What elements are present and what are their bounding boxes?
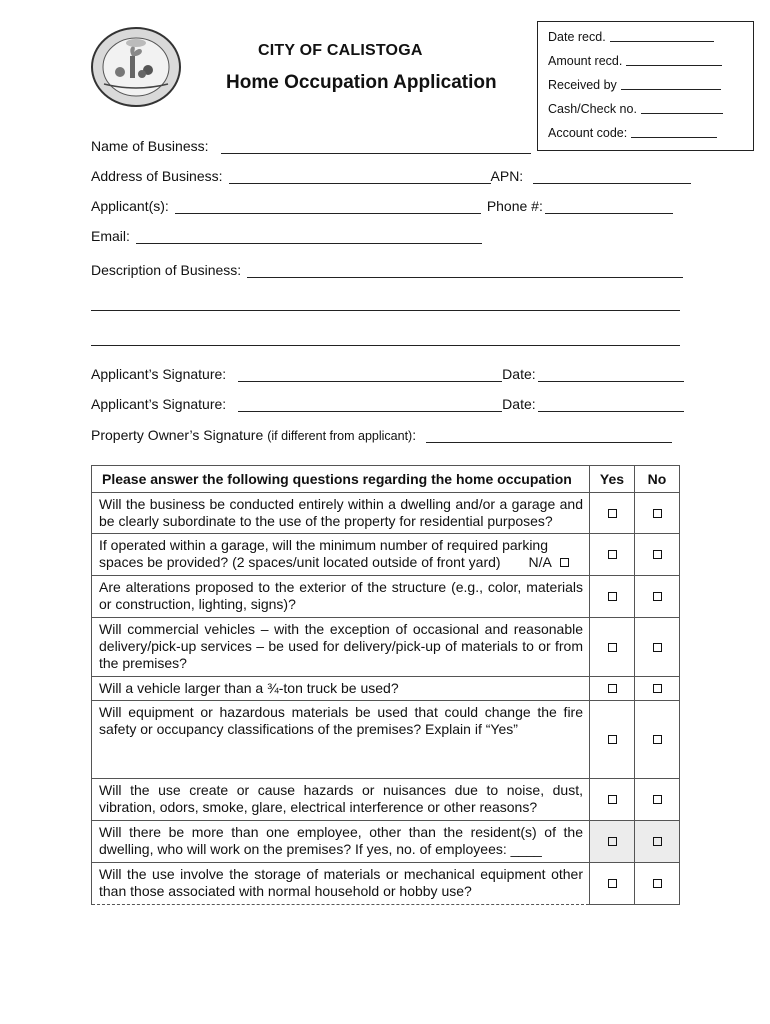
office-received-by: Received by [548,78,721,92]
office-cash-check: Cash/Check no. [548,102,723,116]
form-title: Home Occupation Application [226,72,497,93]
office-account-code: Account code: [548,126,717,140]
yes-checkbox[interactable] [608,592,617,601]
yes-checkbox[interactable] [608,550,617,559]
yes-header: Yes [590,466,635,493]
yes-checkbox[interactable] [608,509,617,518]
questions-header: Please answer the following questions regarding the home occupation [92,466,590,493]
yes-checkbox-cell [590,821,635,863]
description-input-line-3[interactable] [91,345,680,346]
business-name-field: Name of Business: [91,138,531,154]
city-seal [90,26,182,108]
applicant-signature-2-date[interactable] [538,397,684,412]
business-name-input[interactable] [221,139,531,154]
business-address-input[interactable] [229,169,491,184]
na-checkbox[interactable] [560,558,569,567]
applicant-signature-1-field: Applicant’s Signature: Date: [91,366,684,382]
no-header: No [635,466,680,493]
no-checkbox-cell [635,779,680,821]
office-date-received: Date recd. [548,30,714,44]
no-checkbox[interactable] [653,837,662,846]
applicant-signature-2-input[interactable] [238,397,502,412]
yes-checkbox[interactable] [608,879,617,888]
no-checkbox-cell [635,863,680,905]
no-checkbox[interactable] [653,592,662,601]
description-field: Description of Business: [91,262,683,278]
no-checkbox-cell [635,618,680,677]
questions-table [91,465,680,905]
question-row [92,821,680,863]
office-date-received-line[interactable] [610,41,714,42]
question-text: Will the use create or cause hazards or nuisances due to noise, dust, vibration, odors, smoke, glare, electrical interference or other reasons? [92,779,590,821]
description-input-line-1[interactable] [247,263,683,278]
no-checkbox[interactable] [653,795,662,804]
office-account-code-line[interactable] [631,137,717,138]
question-row [92,779,680,821]
yes-checkbox[interactable] [608,735,617,744]
question-text: If operated within a garage, will the minimum number of required parking spaces be provided? (2 spaces/unit located outside of front yard) [99,537,549,570]
yes-checkbox-cell [590,493,635,534]
applicant-signature-1-input[interactable] [238,367,502,382]
yes-checkbox[interactable] [608,684,617,693]
business-address-field: Address of Business: APN: [91,168,691,184]
no-checkbox[interactable] [653,735,662,744]
yes-checkbox-cell [590,779,635,821]
city-name: CITY OF CALISTOGA [258,42,423,59]
question-text: Will equipment or hazardous materials be used that could change the fire safety or occupancy classifications of the premises? Explain if “Yes” [92,701,590,779]
email-input[interactable] [136,229,482,244]
question-row [92,493,680,534]
applicant-signature-2-field: Applicant’s Signature: Date: [91,396,684,412]
yes-checkbox[interactable] [608,837,617,846]
question-text: Are alterations proposed to the exterior of the structure (e.g., color, materials or construction, lighting, signs)? [92,576,590,618]
yes-checkbox-cell [590,576,635,618]
question-text: Will commercial vehicles – with the exception of occasional and reasonable delivery/pick-up services – be used for delivery/pick-up of materials to or from the premises? [92,618,590,677]
no-checkbox[interactable] [653,550,662,559]
owner-signature-input[interactable] [426,428,672,443]
question-row [92,576,680,618]
question-row [92,618,680,677]
office-amount-received: Amount recd. [548,54,722,68]
office-amount-received-line[interactable] [626,65,722,66]
no-checkbox[interactable] [653,643,662,652]
apn-input[interactable] [533,169,691,184]
yes-checkbox-cell [590,863,635,905]
question-row [92,701,680,779]
description-input-line-2[interactable] [91,310,680,311]
office-received-by-line[interactable] [621,89,721,90]
yes-checkbox[interactable] [608,795,617,804]
no-checkbox-cell [635,677,680,701]
no-checkbox-cell [635,821,680,863]
no-checkbox-cell [635,701,680,779]
no-checkbox[interactable] [653,879,662,888]
yes-checkbox-cell [590,701,635,779]
phone-input[interactable] [545,199,673,214]
owner-signature-field: Property Owner’s Signature (if different from applicant) : [91,427,672,443]
question-text: Will there be more than one employee, other than the resident(s) of the dwelling, who will work on the premises? If yes, no. of employees: ____ [92,821,590,863]
no-checkbox-cell [635,576,680,618]
question-text: Will the business be conducted entirely within a dwelling and/or a garage and be clearly subordinate to the use of the property for residential purposes? [92,493,590,534]
yes-checkbox-cell [590,534,635,576]
question-row [92,863,680,905]
yes-checkbox-cell [590,618,635,677]
question-row [92,534,680,576]
na-label: N/A [528,554,552,570]
question-row [92,677,680,701]
no-checkbox[interactable] [653,684,662,693]
applicant-signature-1-date[interactable] [538,367,684,382]
applicants-field: Applicant(s): Phone #: [91,198,673,214]
question-cell [92,534,590,576]
office-use-box [537,21,754,151]
questions-header-row [92,466,680,493]
question-text: Will the use involve the storage of materials or mechanical equipment other than those associated with normal household or hobby use? [92,863,590,905]
yes-checkbox-cell [590,677,635,701]
no-checkbox[interactable] [653,509,662,518]
office-cash-check-line[interactable] [641,113,723,114]
applicants-input[interactable] [175,199,481,214]
email-field: Email: [91,228,482,244]
yes-checkbox[interactable] [608,643,617,652]
no-checkbox-cell [635,493,680,534]
no-checkbox-cell [635,534,680,576]
question-text: Will a vehicle larger than a ¾-ton truck be used? [92,677,590,701]
